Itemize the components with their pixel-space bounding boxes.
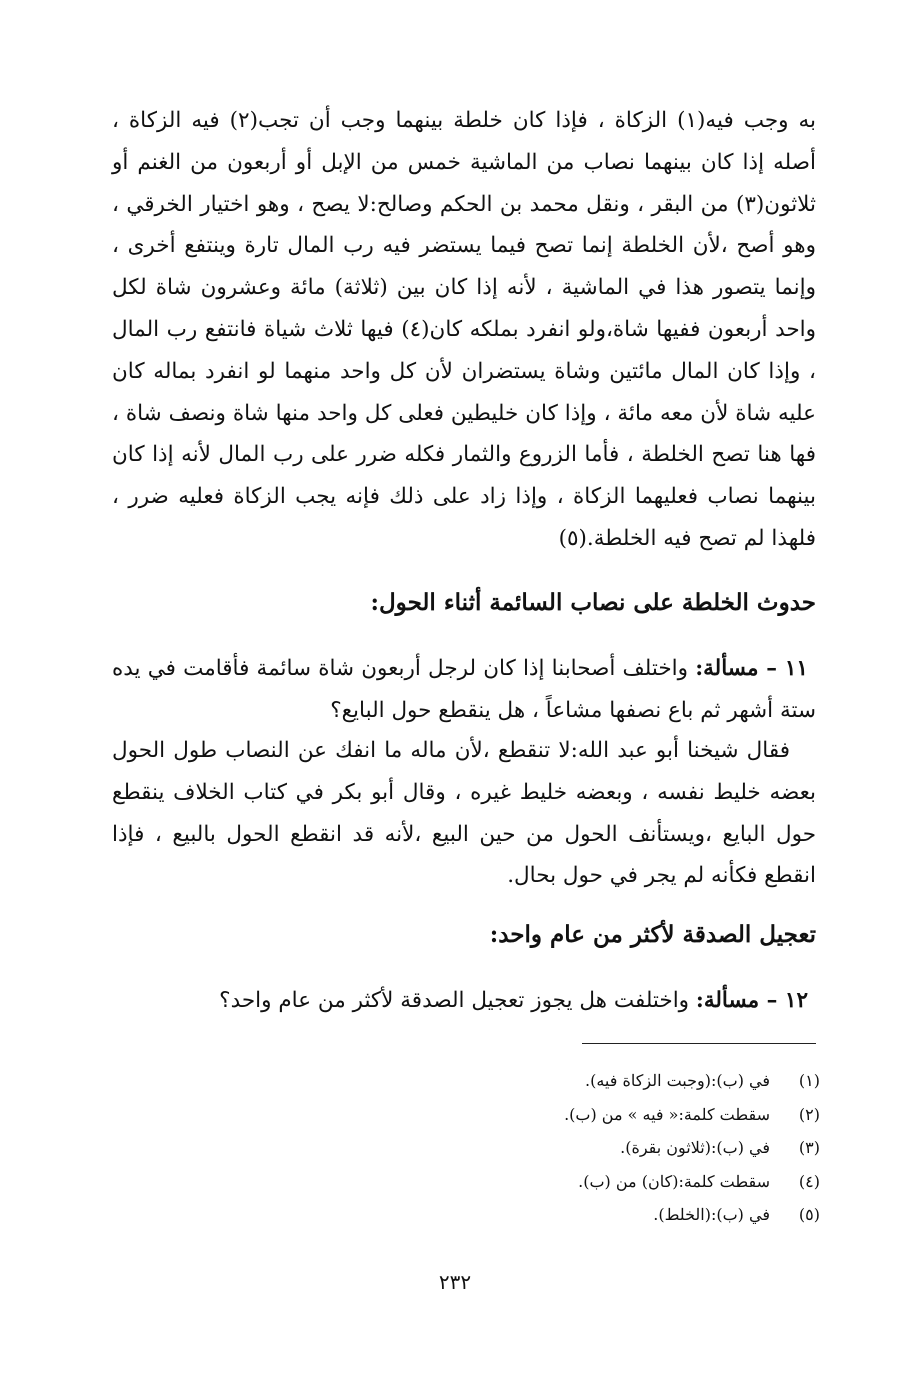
footnote-item [300,1066,820,1100]
footnote-number: (٥) [798,1205,820,1224]
footnote-item [300,1167,820,1201]
footnote-text: في (ب):(وجبت الزكاة فيه). [585,1071,770,1090]
issue-11-paragraph [112,648,816,732]
footnote-text: سقطت كلمة:« فيه » من (ب). [564,1104,770,1124]
section-heading-advance-zakat: تعجيل الصدقة لأكثر من عام واحد: [489,921,816,948]
body-paragraph-1: به وجب فيه(١) الزكاة ، فإذا كان خلطة بينهما وجب أن تجب(٢) فيه الزكاة ، أصله إذا كان بينهما نصاب من الماشية خمس من الإبل أو أربعون من الغنم أو ثلاثون(٣) من البقر ، ونقل محمد بن الحكم وصالح:لا يصح ، وهو اختيار الخرقي ، وهو أصح ،لأن الخلطة إنما تصح فيما يستضر فيه رب المال تارة وينتفع أخرى ، وإنما يتصور هذا في الماشية ، لأنه إذا كان بين (ثلاثة) مائة وعشرون شاة لكل واحد أربعون ففيها شاة،ولو انفرد بملكه كان(٤) فيها ثلاث شياة فانتفع رب المال ، وإذا كان المال مائتين وشاة يستضران لأن كل واحد منهما لو انفرد بماله كان عليه شاة لأن معه مائة ، وإذا كان خليطين فعلى كل واحد منها شاة ونصف شاة ، فها هنا تصح الخلطة ، فأما الزروع والثمار فكله ضرر على رب المال لأنه إذا كان بينهما نصاب فعليهما الزكاة ، وإذا زاد على ذلك فإنه يجب الزكاة فعليه ضرر ، فلهذا لم تصح فيه الخلطة.(٥) [112,108,817,551]
issue-12-label: ١٢ – مسألة: [695,988,808,1013]
footnote-item [300,1200,820,1234]
footnote-number: (١) [798,1071,820,1090]
footnote-item [300,1133,820,1167]
issue-12-text: واختلفت هل يجوز تعجيل الصدقة لأكثر من عام واحد؟ [219,988,696,1013]
footnotes-list [300,1066,820,1234]
footnote-text: في (ب):(ثلاثون بقرة). [620,1138,770,1157]
issue-11-label: ١١ – مسألة: [695,656,808,681]
footnote-number: (٤) [798,1171,820,1191]
section-heading-mixing-during-year: حدوث الخلطة على نصاب السائمة أثناء الحول: [370,589,816,616]
footnote-number: (٣) [798,1138,820,1157]
footnote-text: في (ب):(الخلط). [653,1205,770,1224]
footnote-number: (٢) [798,1104,820,1124]
issue-12-paragraph [112,980,816,1022]
footnote-separator [582,1043,816,1044]
page-number: ٢٣٢ [438,1270,472,1294]
footnote-text: سقطت كلمة:(كان) من (ب). [578,1171,770,1191]
sheikh-opinion-paragraph: فقال شيخنا أبو عبد الله:لا تنقطع ،لأن ماله ما انفك عن النصاب طول الحول بعضه خليط نفسه ، وبعضه خليط غيره ، وقال أبو بكر في كتاب الخلاف ينقطع حول البايع ،ويستأنف الحول من حين البيع ،لأنه قد انقطع الحول بالبيع ، فإذا انقطع فكأنه لم يجر في حول بحال. [112,738,816,889]
footnote-item [300,1100,820,1134]
issue-11-text: واختلف أصحابنا إذا كان لرجل أربعون شاة سائمة فأقامت في يده ستة أشهر ثم باع نصفها مشاعاً ، هل ينقطع حول البايع؟ [112,656,816,723]
